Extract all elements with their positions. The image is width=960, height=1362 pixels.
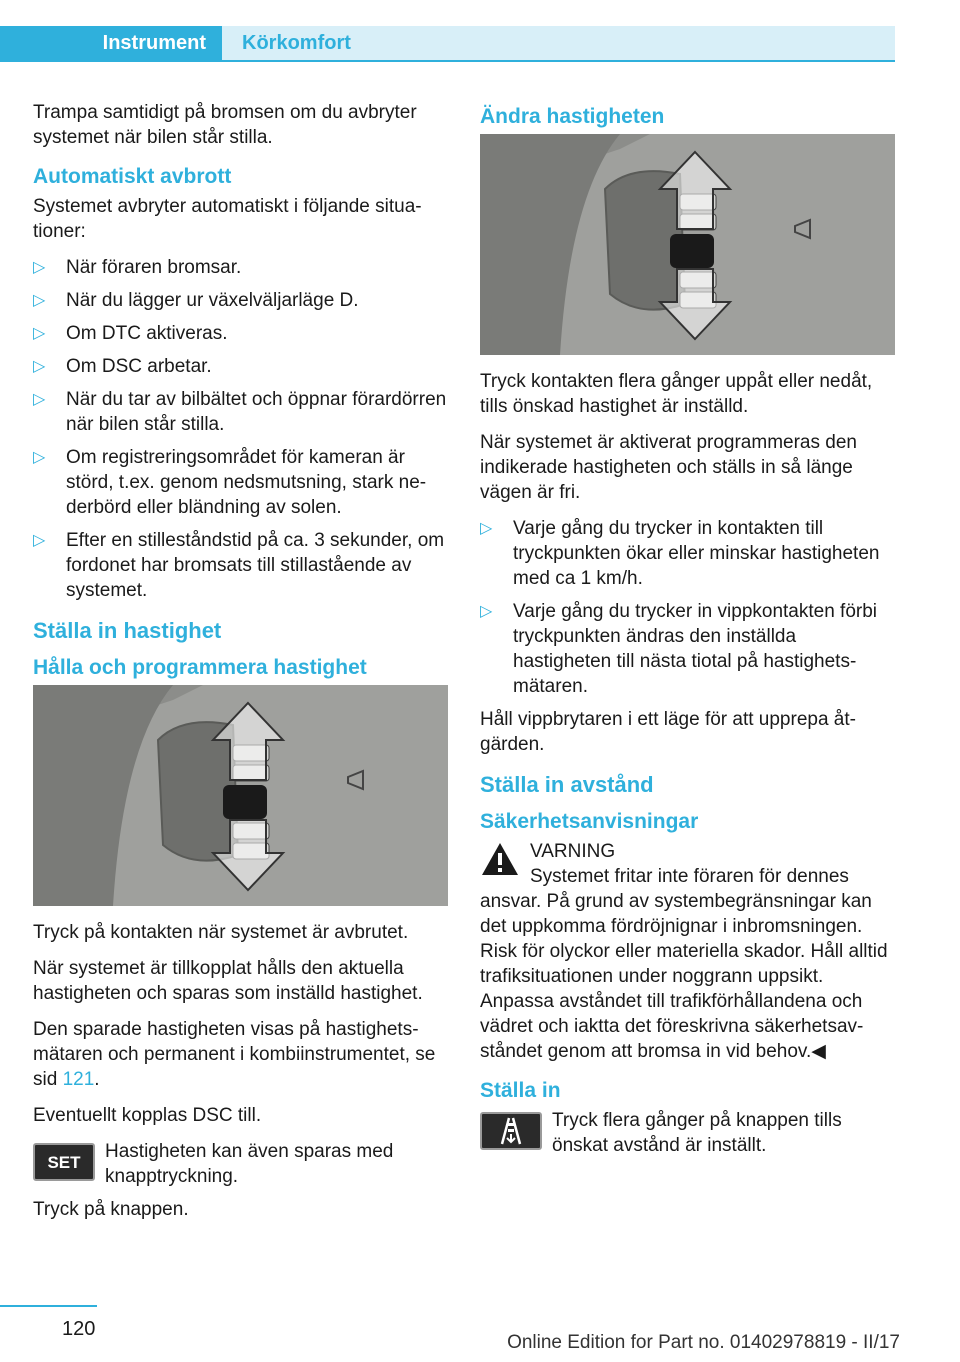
intro-paragraph: Trampa samtidigt på bromsen om du avbryter systemet när bilen står stilla.	[33, 102, 417, 148]
list-item: ▷ När du tar av bilbältet och öppnar förardörren när bilen står stilla.	[33, 389, 447, 435]
heading-safety: Säkerhetsanvisningar	[480, 810, 699, 833]
triangle-bullet-icon: ▷	[33, 358, 46, 375]
left-column	[33, 100, 448, 1233]
auto-abort-text: Systemet avbryter automatiskt i följande situationer:	[33, 196, 422, 242]
heading-change-speed: Ändra hastigheten	[480, 105, 665, 128]
list-item: ▷ Efter en stilleståndstid på ca. 3 sekunder, om fordonet har bromsats till stillastående av systemet.	[33, 530, 445, 601]
abort-conditions-list	[33, 255, 448, 603]
heading-set-distance: Ställa in avstånd	[480, 772, 654, 797]
triangle-bullet-icon: ▷	[33, 325, 46, 342]
paragraph-speed-kept: När systemet är tillkopplat hålls den aktuella hastigheten och sparas som inställd hastighet.	[33, 958, 423, 1004]
paragraph-press-button: Tryck på knappen.	[33, 1199, 189, 1220]
triangle-bullet-icon: ▷	[33, 292, 46, 309]
paragraph-press-up-down: Tryck kontakten flera gånger uppåt eller nedåt, tills önskad hastighet är inställd.	[480, 371, 873, 417]
paragraph-programmed-speed: När systemet är aktiverat programmeras den indikerade hastigheten och ställs in så länge vägen är fri.	[480, 432, 857, 503]
edition-footer: Online Edition for Part no. 01402978819 - II/17	[507, 1332, 900, 1353]
triangle-bullet-icon: ▷	[480, 520, 493, 537]
steering-wheel-switch-figure	[480, 134, 895, 355]
page-reference-link[interactable]: 121	[62, 1069, 95, 1090]
right-column	[480, 100, 895, 1166]
heading-set-speed: Ställa in hastighet	[33, 618, 222, 643]
triangle-bullet-icon: ▷	[33, 259, 46, 276]
list-item: ▷ Om DSC arbetar.	[33, 356, 212, 377]
chapter-tab-instrument: Instrument	[0, 26, 222, 60]
list-item: ▷ Om DTC aktiveras.	[33, 323, 228, 344]
triangle-bullet-icon: ▷	[33, 449, 46, 466]
warning-title: VARNING	[530, 841, 616, 862]
distance-button-icon	[480, 1112, 542, 1150]
list-item: ▷ När du lägger ur växelväljarläge D.	[33, 290, 359, 311]
list-item: ▷ Varje gång du trycker in vippkontakten förbi tryckpunkten ändras den inställda hastigheten till nästa tiotal på hastighetsmätaren.	[480, 601, 878, 697]
distance-button-text: Tryck flera gånger på knappen tills önskat avstånd är inställt.	[552, 1110, 842, 1156]
set-button-row	[33, 1139, 448, 1189]
header-divider	[0, 60, 895, 62]
speed-adjust-list	[480, 516, 895, 699]
section-tab-korkomfort: Körkomfort	[222, 26, 895, 60]
heading-automatic-abort: Automatiskt avbrott	[33, 165, 232, 188]
list-item: ▷ Varje gång du trycker in kontakten till tryckpunkten ökar eller minskar hastigheten med ca 1 km/h.	[480, 518, 880, 589]
steering-wheel-switch-figure	[33, 685, 448, 906]
triangle-bullet-icon: ▷	[480, 603, 493, 620]
warning-block	[480, 839, 895, 1064]
distance-road-icon	[482, 1114, 540, 1148]
list-item: ▷ När föraren bromsar.	[33, 257, 242, 278]
heading-hold-program-speed: Hålla och programmera hastighet	[33, 656, 367, 679]
list-item: ▷ Om registreringsområdet för kameran är störd, t.ex. genom nedsmutsning, stark nederbörd eller bländning av solen.	[33, 447, 427, 518]
footer-divider	[0, 1305, 97, 1307]
page-number: 120	[62, 1318, 96, 1340]
distance-button-row	[480, 1108, 895, 1158]
paragraph-press-switch: Tryck på kontakten när systemet är avbrutet.	[33, 922, 409, 943]
warning-first-line: Systemet fritar inte föraren för dennes	[530, 866, 849, 887]
paragraph-dsc: Eventuellt kopplas DSC till.	[33, 1105, 262, 1126]
heading-set: Ställa in	[480, 1079, 561, 1102]
warning-text: ansvar. På grund av systembegränsningar kan det uppkomma fördröjnignar i inbromsningen. Risk för olyckor eller materiella skador. Håll alltid trafiksituationen under noggrann uppsikt. Anpassa avståndet till trafikförhållandena och vädret och iaktta det föreskrivna säkerhetsavståndet genom att bromsa in vid behov.◀	[480, 891, 888, 1062]
paragraph-repeat: Håll vippbrytaren i ett läge för att upprepa åtgärden.	[480, 709, 856, 755]
triangle-bullet-icon: ▷	[33, 532, 46, 549]
paragraph-speed-display: Den sparade hastigheten visas på hastighetsmätaren och permanent i kombiinstrumentet, se sid 121.	[33, 1019, 436, 1090]
triangle-bullet-icon: ▷	[33, 391, 46, 408]
set-button-icon: SET	[33, 1143, 95, 1181]
set-button-text: Hastigheten kan även sparas med knapptryckning.	[105, 1141, 394, 1187]
page-header	[0, 26, 895, 62]
warning-triangle-icon	[480, 841, 520, 877]
